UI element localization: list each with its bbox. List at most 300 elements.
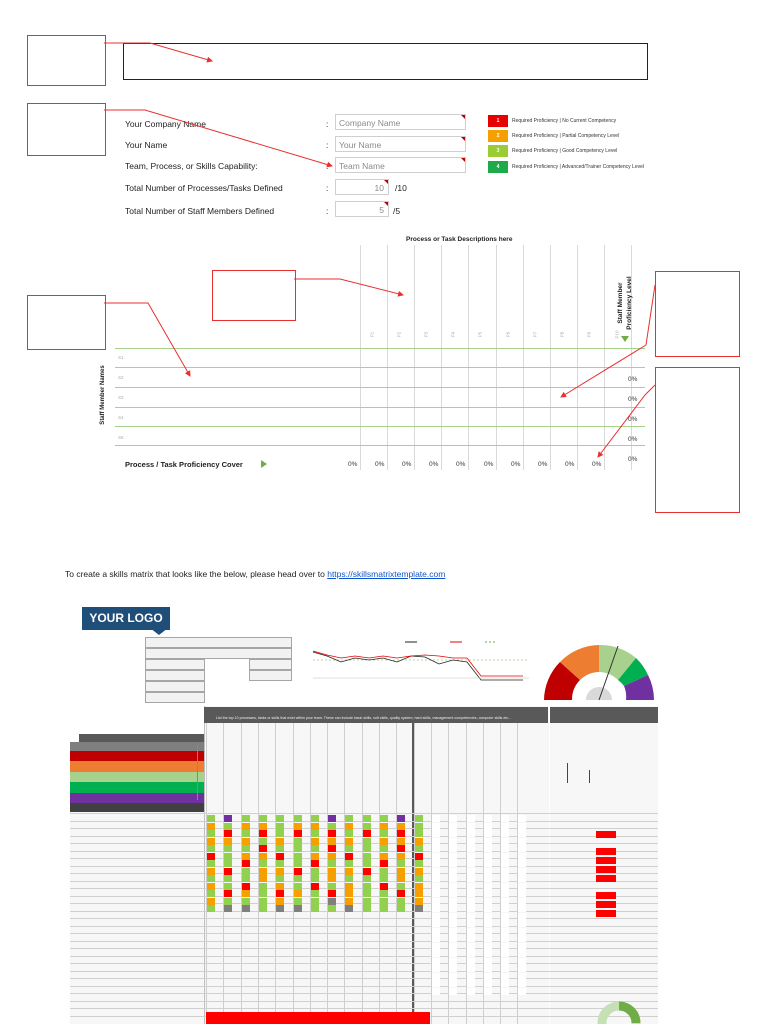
empty-cell bbox=[432, 823, 440, 830]
preview-row-line bbox=[70, 986, 658, 987]
competency-cell bbox=[224, 898, 232, 905]
info-box bbox=[145, 659, 205, 670]
competency-cell bbox=[415, 905, 423, 912]
empty-cell bbox=[501, 868, 509, 875]
column-percent: 0% bbox=[456, 461, 466, 468]
empty-cell bbox=[467, 853, 475, 860]
competency-cell bbox=[224, 823, 232, 830]
column-percent: 0% bbox=[511, 461, 521, 468]
competency-cell bbox=[397, 838, 405, 845]
empty-cell bbox=[501, 988, 509, 995]
competency-cell bbox=[363, 815, 371, 822]
row-percent: 0% bbox=[628, 456, 638, 463]
preview-row-line bbox=[70, 956, 658, 957]
info-box bbox=[145, 637, 292, 648]
empty-cell bbox=[449, 875, 457, 882]
competency-cell bbox=[276, 823, 284, 830]
empty-cell bbox=[467, 988, 475, 995]
competency-cell bbox=[380, 883, 388, 890]
competency-cell bbox=[242, 868, 250, 875]
competency-cell bbox=[294, 890, 302, 897]
competency-cell bbox=[259, 868, 267, 875]
empty-cell bbox=[467, 860, 475, 867]
competency-cell bbox=[242, 875, 250, 882]
staff-count-input[interactable]: 5 bbox=[335, 201, 389, 217]
competency-cell bbox=[207, 898, 215, 905]
competency-cell bbox=[294, 875, 302, 882]
competency-cell bbox=[242, 845, 250, 852]
preview-row-line bbox=[70, 933, 658, 934]
preview-row-line bbox=[70, 993, 658, 994]
competency-cell bbox=[415, 890, 423, 897]
proficiency-band bbox=[70, 751, 204, 762]
competency-cell bbox=[328, 905, 336, 912]
column-percent: 0% bbox=[429, 461, 439, 468]
legend-badge: 1 bbox=[488, 115, 508, 127]
proficiency-band bbox=[70, 782, 204, 793]
info-box bbox=[145, 681, 205, 692]
empty-cell bbox=[449, 845, 457, 852]
column-number: P9 bbox=[586, 331, 592, 338]
row-percent: 0% bbox=[628, 416, 638, 423]
empty-cell bbox=[518, 965, 526, 972]
competency-cell bbox=[224, 853, 232, 860]
empty-cell bbox=[432, 853, 440, 860]
preview-side-right-header bbox=[550, 707, 658, 723]
empty-cell bbox=[467, 935, 475, 942]
competency-cell bbox=[294, 815, 302, 822]
competency-cell bbox=[380, 830, 388, 837]
competency-cell bbox=[415, 838, 423, 845]
logo-tab bbox=[150, 628, 168, 635]
preview-side-footer bbox=[70, 803, 204, 812]
legend-badge: 2 bbox=[488, 130, 508, 142]
competency-cell bbox=[224, 890, 232, 897]
empty-cell bbox=[518, 988, 526, 995]
colon: : bbox=[326, 140, 329, 150]
empty-cell bbox=[501, 853, 509, 860]
row-percent: 0% bbox=[628, 436, 638, 443]
gap-mark bbox=[596, 866, 616, 873]
competency-cell bbox=[259, 845, 267, 852]
legend-badge: 3 bbox=[488, 145, 508, 157]
competency-cell bbox=[259, 905, 267, 912]
competency-cell bbox=[294, 830, 302, 837]
empty-cell bbox=[432, 913, 440, 920]
empty-cell bbox=[501, 823, 509, 830]
competency-cell bbox=[363, 853, 371, 860]
scale-line bbox=[197, 745, 198, 800]
colon: : bbox=[326, 119, 329, 129]
empty-cell bbox=[518, 815, 526, 822]
empty-cell bbox=[518, 958, 526, 965]
processes-count-label: Total Number of Processes/Tasks Defined bbox=[125, 183, 283, 193]
competency-cell bbox=[328, 860, 336, 867]
empty-cell bbox=[484, 920, 492, 927]
column-number: P3 bbox=[423, 331, 429, 338]
competency-cell bbox=[224, 883, 232, 890]
empty-cell bbox=[501, 928, 509, 935]
empty-cell bbox=[484, 958, 492, 965]
competency-cell bbox=[363, 823, 371, 830]
competency-cell bbox=[294, 823, 302, 830]
competency-cell bbox=[328, 815, 336, 822]
column-number: P5 bbox=[477, 331, 483, 338]
competency-cell bbox=[207, 890, 215, 897]
competency-cell bbox=[345, 830, 353, 837]
competency-cell bbox=[363, 890, 371, 897]
column-number: P6 bbox=[505, 331, 511, 338]
empty-cell bbox=[484, 913, 492, 920]
competency-cell bbox=[311, 838, 319, 845]
gap-mark bbox=[596, 848, 616, 855]
competency-cell bbox=[276, 853, 284, 860]
proficiency-band bbox=[70, 793, 204, 804]
competency-cell bbox=[242, 823, 250, 830]
empty-cell bbox=[467, 905, 475, 912]
competency-cell bbox=[311, 875, 319, 882]
competency-cell bbox=[363, 883, 371, 890]
competency-cell bbox=[276, 830, 284, 837]
competency-cell bbox=[415, 875, 423, 882]
empty-cell bbox=[449, 928, 457, 935]
competency-cell bbox=[311, 830, 319, 837]
competency-cell bbox=[242, 890, 250, 897]
empty-cell bbox=[484, 973, 492, 980]
competency-cell bbox=[328, 875, 336, 882]
mini-mark bbox=[589, 770, 590, 783]
column-percent: 0% bbox=[538, 461, 548, 468]
preview-row-line bbox=[70, 971, 658, 972]
arrow-line bbox=[104, 110, 332, 166]
competency-cell bbox=[311, 898, 319, 905]
empty-cell bbox=[518, 973, 526, 980]
preview-row-line bbox=[70, 1008, 658, 1009]
empty-cell bbox=[449, 815, 457, 822]
your-name-input[interactable]: Your Name bbox=[335, 136, 466, 152]
empty-cell bbox=[449, 943, 457, 950]
empty-cell bbox=[518, 898, 526, 905]
competency-cell bbox=[345, 868, 353, 875]
competency-cell bbox=[294, 853, 302, 860]
competency-cell bbox=[397, 845, 405, 852]
empty-cell bbox=[484, 988, 492, 995]
empty-cell bbox=[501, 913, 509, 920]
empty-cell bbox=[484, 815, 492, 822]
competency-cell bbox=[363, 860, 371, 867]
competency-cell bbox=[259, 853, 267, 860]
empty-cell bbox=[432, 980, 440, 987]
empty-cell bbox=[501, 973, 509, 980]
competency-cell bbox=[207, 853, 215, 860]
row-percent: 0% bbox=[628, 396, 638, 403]
competency-cell bbox=[415, 815, 423, 822]
company-name-input[interactable]: Company Name bbox=[335, 114, 466, 130]
competency-cell bbox=[224, 868, 232, 875]
competency-cell bbox=[242, 860, 250, 867]
competency-cell bbox=[207, 905, 215, 912]
empty-cell bbox=[501, 905, 509, 912]
competency-cell bbox=[415, 823, 423, 830]
gap-mark bbox=[596, 857, 616, 864]
empty-cell bbox=[501, 950, 509, 957]
empty-cell bbox=[467, 973, 475, 980]
colon: : bbox=[326, 206, 329, 216]
competency-cell bbox=[259, 830, 267, 837]
competency-cell bbox=[276, 815, 284, 822]
empty-cell bbox=[501, 935, 509, 942]
info-box bbox=[145, 648, 292, 659]
empty-cell bbox=[484, 875, 492, 882]
competency-cell bbox=[328, 898, 336, 905]
competency-cell bbox=[397, 883, 405, 890]
empty-cell bbox=[501, 860, 509, 867]
empty-cell bbox=[467, 965, 475, 972]
gap-mark bbox=[596, 831, 616, 838]
competency-cell bbox=[242, 883, 250, 890]
empty-cell bbox=[432, 890, 440, 897]
row-number: S3 bbox=[118, 395, 124, 400]
empty-cell bbox=[432, 988, 440, 995]
empty-cell bbox=[449, 958, 457, 965]
empty-cell bbox=[484, 935, 492, 942]
empty-cell bbox=[484, 965, 492, 972]
legend-text: Required Proficiency | Advanced/Trainer Competency Level bbox=[512, 164, 645, 170]
empty-cell bbox=[518, 980, 526, 987]
competency-cell bbox=[380, 875, 388, 882]
preview-row-line bbox=[70, 813, 658, 814]
your-name-label: Your Name bbox=[125, 140, 168, 150]
competency-cell bbox=[328, 868, 336, 875]
competency-cell bbox=[380, 815, 388, 822]
preview-row-line bbox=[70, 1001, 658, 1002]
column-percent: 0% bbox=[348, 461, 358, 468]
competency-cell bbox=[380, 823, 388, 830]
empty-cell bbox=[432, 838, 440, 845]
empty-cell bbox=[432, 860, 440, 867]
competency-cell bbox=[207, 845, 215, 852]
empty-cell bbox=[467, 958, 475, 965]
competency-cell bbox=[207, 830, 215, 837]
empty-cell bbox=[518, 883, 526, 890]
empty-cell bbox=[518, 905, 526, 912]
column-percent: 0% bbox=[484, 461, 494, 468]
competency-cell bbox=[363, 875, 371, 882]
competency-cell bbox=[415, 860, 423, 867]
empty-cell bbox=[501, 845, 509, 852]
competency-cell bbox=[294, 860, 302, 867]
competency-cell bbox=[397, 898, 405, 905]
empty-cell bbox=[501, 980, 509, 987]
empty-cell bbox=[501, 838, 509, 845]
promo-text bbox=[65, 569, 445, 579]
competency-cell bbox=[224, 845, 232, 852]
team-name-input[interactable]: Team Name bbox=[335, 157, 466, 173]
competency-cell bbox=[294, 845, 302, 852]
legend-text: Required Proficiency | No Current Competency bbox=[512, 118, 617, 124]
staff-proficiency-label: Staff Member Proficiency Level bbox=[617, 276, 633, 330]
empty-cell bbox=[467, 920, 475, 927]
competency-cell bbox=[259, 838, 267, 845]
row-number: S1 bbox=[118, 355, 124, 360]
empty-cell bbox=[432, 973, 440, 980]
empty-cell bbox=[501, 815, 509, 822]
logo-badge: YOUR LOGO bbox=[82, 607, 170, 630]
info-box bbox=[145, 692, 205, 703]
competency-cell bbox=[294, 905, 302, 912]
empty-cell bbox=[432, 875, 440, 882]
empty-cell bbox=[449, 988, 457, 995]
competency-cell bbox=[294, 838, 302, 845]
column-percent: 0% bbox=[592, 461, 602, 468]
competency-cell bbox=[397, 868, 405, 875]
empty-cell bbox=[467, 815, 475, 822]
info-box bbox=[145, 670, 205, 681]
column-number: P1 bbox=[369, 331, 375, 338]
empty-cell bbox=[484, 838, 492, 845]
competency-cell bbox=[207, 838, 215, 845]
empty-cell bbox=[501, 920, 509, 927]
competency-cell bbox=[328, 845, 336, 852]
promo-message: To create a skills matrix that looks like the below, please head over to bbox=[65, 569, 328, 579]
competency-cell bbox=[415, 898, 423, 905]
legend-text: Required Proficiency | Partial Competency Level bbox=[512, 133, 620, 139]
empty-cell bbox=[518, 823, 526, 830]
competency-cell bbox=[345, 890, 353, 897]
matrix-header: Process or Task Descriptions here bbox=[406, 236, 513, 243]
competency-cell bbox=[311, 815, 319, 822]
arrow-line bbox=[561, 285, 655, 397]
preview-row-line bbox=[70, 978, 658, 979]
empty-cell bbox=[449, 935, 457, 942]
competency-cell bbox=[259, 860, 267, 867]
competency-cell bbox=[259, 898, 267, 905]
competency-cell bbox=[259, 815, 267, 822]
staff-max: /5 bbox=[393, 206, 401, 216]
competency-cell bbox=[242, 815, 250, 822]
empty-cell bbox=[449, 950, 457, 957]
competency-cell bbox=[294, 898, 302, 905]
competency-cell bbox=[276, 860, 284, 867]
empty-cell bbox=[501, 875, 509, 882]
competency-cell bbox=[363, 905, 371, 912]
row-number: S2 bbox=[118, 375, 124, 380]
empty-cell bbox=[449, 860, 457, 867]
staff-member-names-label: Staff Member Names bbox=[100, 365, 106, 425]
arrow-line bbox=[104, 43, 212, 61]
empty-cell bbox=[518, 853, 526, 860]
empty-cell bbox=[501, 965, 509, 972]
competency-cell bbox=[380, 898, 388, 905]
column-number: P8 bbox=[559, 331, 565, 338]
competency-cell bbox=[345, 905, 353, 912]
competency-cell bbox=[276, 890, 284, 897]
empty-cell bbox=[467, 943, 475, 950]
competency-cell bbox=[276, 845, 284, 852]
empty-cell bbox=[467, 875, 475, 882]
empty-cell bbox=[518, 838, 526, 845]
empty-cell bbox=[484, 928, 492, 935]
empty-cell bbox=[449, 890, 457, 897]
arrow-line bbox=[104, 303, 190, 376]
row-percent: 0% bbox=[628, 376, 638, 383]
competency-cell bbox=[242, 830, 250, 837]
empty-cell bbox=[467, 830, 475, 837]
competency-cell bbox=[207, 815, 215, 822]
preview-side-header bbox=[70, 742, 204, 751]
preview-side-header bbox=[79, 734, 204, 742]
empty-cell bbox=[484, 853, 492, 860]
processes-count-input[interactable]: 10 bbox=[335, 179, 389, 195]
competency-cell bbox=[224, 838, 232, 845]
competency-cell bbox=[345, 838, 353, 845]
arrow-line bbox=[294, 279, 403, 295]
empty-cell bbox=[467, 928, 475, 935]
competency-cell bbox=[224, 830, 232, 837]
mini-line-chart bbox=[305, 638, 535, 706]
competency-cell bbox=[259, 875, 267, 882]
competency-cell bbox=[259, 823, 267, 830]
empty-cell bbox=[518, 875, 526, 882]
empty-cell bbox=[467, 868, 475, 875]
competency-cell bbox=[328, 830, 336, 837]
empty-cell bbox=[518, 920, 526, 927]
empty-cell bbox=[518, 928, 526, 935]
competency-cell bbox=[328, 883, 336, 890]
competency-cell bbox=[380, 905, 388, 912]
empty-cell bbox=[518, 868, 526, 875]
competency-cell bbox=[415, 883, 423, 890]
competency-cell bbox=[242, 838, 250, 845]
empty-cell bbox=[484, 868, 492, 875]
competency-cell bbox=[380, 853, 388, 860]
empty-cell bbox=[501, 890, 509, 897]
gauge-chart bbox=[538, 640, 660, 704]
preview-row-line bbox=[70, 918, 658, 919]
empty-cell bbox=[518, 830, 526, 837]
competency-cell bbox=[415, 830, 423, 837]
colon: : bbox=[326, 161, 329, 171]
competency-cell bbox=[363, 830, 371, 837]
competency-cell bbox=[345, 815, 353, 822]
empty-cell bbox=[432, 943, 440, 950]
competency-cell bbox=[207, 860, 215, 867]
legend-text: Required Proficiency | Good Competency Level bbox=[512, 148, 618, 154]
competency-cell bbox=[242, 905, 250, 912]
empty-cell bbox=[467, 950, 475, 957]
empty-cell bbox=[484, 845, 492, 852]
column-percent: 0% bbox=[565, 461, 575, 468]
colon: : bbox=[326, 183, 329, 193]
competency-cell bbox=[276, 838, 284, 845]
competency-cell bbox=[397, 875, 405, 882]
competency-cell bbox=[276, 883, 284, 890]
legend-badge: 4 bbox=[488, 161, 508, 173]
empty-cell bbox=[484, 823, 492, 830]
empty-cell bbox=[467, 838, 475, 845]
competency-cell bbox=[397, 853, 405, 860]
empty-cell bbox=[449, 980, 457, 987]
empty-cell bbox=[467, 883, 475, 890]
website-link[interactable]: https://skillsmatrixtemplate.com bbox=[327, 569, 446, 579]
empty-cell bbox=[449, 920, 457, 927]
competency-cell bbox=[363, 838, 371, 845]
competency-cell bbox=[345, 860, 353, 867]
competency-cell bbox=[345, 883, 353, 890]
competency-cell bbox=[311, 883, 319, 890]
competency-cell bbox=[363, 868, 371, 875]
competency-cell bbox=[363, 845, 371, 852]
